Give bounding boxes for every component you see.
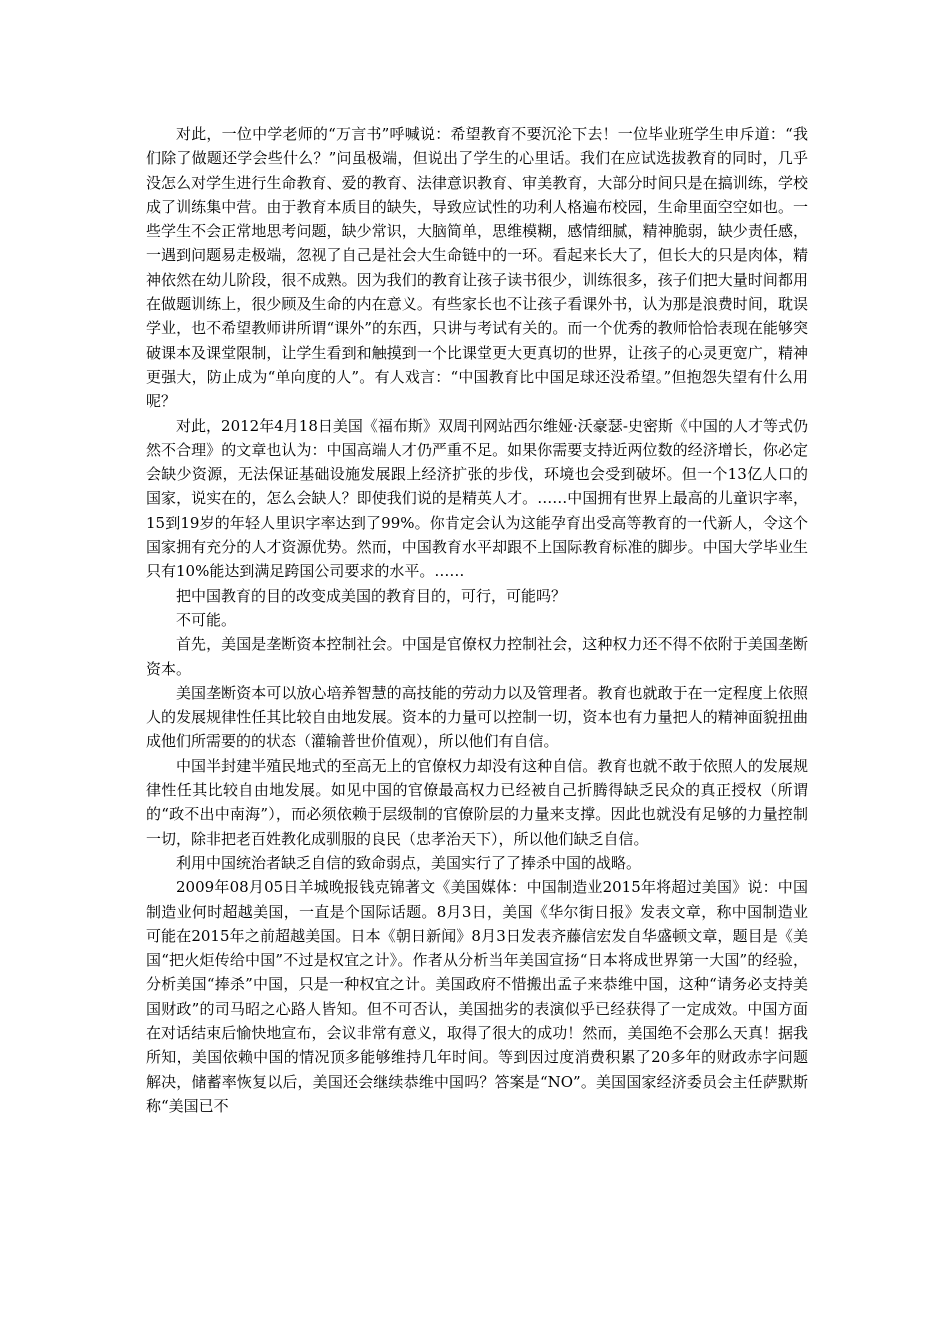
paragraph: 中国半封建半殖民地式的至高无上的官僚权力却没有这种自信。教育也就不敢于依照人的发展规律性任其比较自由地发展。如见中国的官僚最高权力已经被自己折腾得缺乏民众的真正授权（所谓的“政不出中南海”），而必须依赖于层级制的官僚阶层的力量来支撑。因此也就没有足够的力量控制一切，除非把老百姓教化成驯服的良民（忠孝治天下），所以他们缺乏自信。 — [146, 756, 808, 848]
paragraph: 对此，2012年4月18日美国《福布斯》双周刊网站西尔维娅·沃豪瑟-史密斯《中国的人才等式仍然不合理》的文章也认为：中国高端人才仍严重不足。如果你需要支持近两位数的经济增长，你必定会缺少资源，无法保证基础设施发展跟上经济扩张的步伐，环境也会受到破坏。但一个13亿人口的国家，说实在的，怎么会缺人？即使我们说的是精英人才。……中国拥有世界上最高的儿童识字率，15到19岁的年轻人里识字率达到了99%。你肯定会认为这能孕育出受高等教育的一代新人，令这个国家拥有充分的人才资源优势。然而，中国教育水平却跟不上国际教育标准的脚步。中国大学毕业生只有10%能达到满足跨国公司要求的水平。…… — [146, 416, 808, 581]
paragraph: 美国垄断资本可以放心培养智慧的高技能的劳动力以及管理者。教育也就敢于在一定程度上依照人的发展规律性任其比较自由地发展。资本的力量可以控制一切，资本也有力量把人的精神面貌扭曲成他们所需要的的状态（灌输普世价值观），所以他们有自信。 — [146, 683, 808, 751]
paragraph: 利用中国统治者缺乏自信的致命弱点，美国实行了了捧杀中国的战略。 — [176, 853, 642, 872]
paragraph: 对此，一位中学老师的“万言书”呼喊说：希望教育不要沉沦下去！一位毕业班学生申斥道：“我们除了做题还学会些什么？”问虽极端，但说出了学生的心里话。我们在应试选拔教育的同时，几乎没怎么对学生进行生命教育、爱的教育、法律意识教育、审美教育，大部分时间只是在搞训练，学校成了训练集中营。由于教育本质目的缺失，导致应试性的功利人格遍布校园，生命里面空空如也。一些学生不会正常地思考问题，缺少常识，大脑简单，思维模糊，感情细腻，精神脆弱，缺少责任感，一遇到问题易走极端，忽视了自己是社会大生命链中的一环。看起来长大了，但长大的只是肉体，精神依然在幼儿阶段，很不成熟。因为我们的教育让孩子读书很少，训练很多，孩子们把大量时间都用在做题训练上，很少顾及生命的内在意义。有些家长也不让孩子看课外书，认为那是浪费时间，耽误学业，也不希望教师讲所谓“课外”的东西，只讲与考试有关的。而一个优秀的教师恰恰表现在能够突破课本及课堂限制，让学生看到和触摸到一个比课堂更大更真切的世界，让孩子的心灵更宽广，精神更强大，防止成为“单向度的人”。有人戏言：“中国教育比中国足球还没希望。”但抱怨失望有什么用呢？ — [146, 125, 808, 411]
paragraph: 把中国教育的目的改变成美国的教育目的，可行，可能吗？ — [176, 586, 567, 605]
paragraph: 2009年08月05日羊城晚报钱克锦著文《美国媒体：中国制造业2015年将超过美国》说：中国制造业何时超越美国，一直是个国际话题。8月3日，美国《华尔街日报》发表文章，称中国制造业可能在2015年之前超越美国。日本《朝日新闻》8月3日发表齐藤信宏发自华盛顿文章，题目是《美国“把火炬传给中国”不过是权宜之计》。作者从分析当年美国宣扬“日本将成世界第一大国”的经验，分析美国“捧杀”中国，只是一种权宜之计。美国政府不惜搬出孟子来恭维中国，这种“请务必支持美国财政”的司马昭之心路人皆知。但不可否认，美国拙劣的表演似乎已经获得了一定成效。中国方面在对话结束后愉快地宣布，会议非常有意义，取得了很大的成功！然而，美国绝不会那么天真！据我所知，美国依赖中国的情况顶多能够维持几年时间。等到因过度消费积累了20多年的财政赤字问题解决，储蓄率恢复以后，美国还会继续恭维中国吗？答案是“NO”。美国国家经济委员会主任萨默斯称“美国已不 — [146, 878, 808, 1115]
document-body — [146, 122, 808, 1118]
paragraph: 首先，美国是垄断资本控制社会。中国是官僚权力控制社会，这种权力还不得不依附于美国垄断资本。 — [146, 635, 808, 678]
paragraph: 不可能。 — [176, 610, 237, 629]
